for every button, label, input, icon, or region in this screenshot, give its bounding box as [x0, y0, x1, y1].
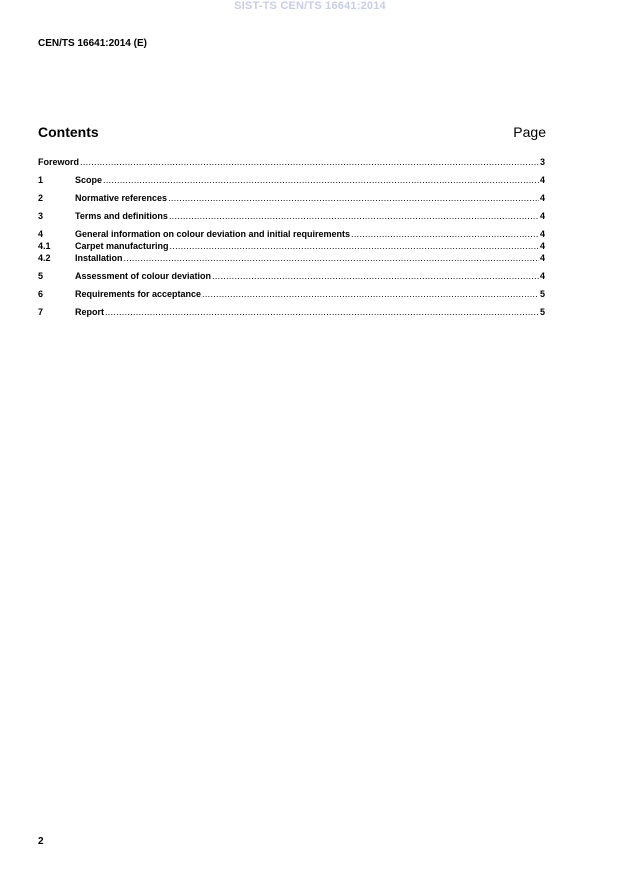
document-id-header: CEN/TS 16641:2014 (E): [38, 38, 147, 49]
toc-entry-report[interactable]: [38, 306, 545, 318]
toc-dot-leader: [80, 156, 539, 168]
toc-entry-page: 3: [539, 157, 545, 167]
toc-entry-foreword[interactable]: [38, 156, 545, 168]
toc-entry-terms-and-definitions[interactable]: [38, 210, 545, 222]
toc-entry-number: 5: [38, 271, 44, 281]
toc-entry-page: 4: [539, 229, 545, 239]
toc-entry-title: Carpet manufacturing: [75, 241, 169, 251]
toc-entry-number: 2: [38, 193, 44, 203]
toc-entry-title: Report: [75, 307, 104, 317]
table-of-contents: [38, 156, 545, 318]
toc-entry-title: Scope: [75, 175, 103, 185]
toc-entry-number: 3: [38, 211, 44, 221]
toc-entry-assessment-of-colour-deviation[interactable]: [38, 270, 545, 282]
toc-dot-leader: [202, 288, 539, 300]
watermark: SIST-TS CEN/TS 16641:2014: [234, 0, 386, 12]
toc-entry-title: Installation: [75, 253, 123, 263]
toc-entry-page: 4: [539, 241, 545, 251]
toc-entry-page: 4: [539, 193, 545, 203]
toc-entry-normative-references[interactable]: [38, 192, 545, 204]
toc-entry-page: 4: [539, 253, 545, 263]
toc-entry-title: Foreword: [38, 157, 80, 167]
toc-entry-page: 4: [539, 271, 545, 281]
toc-entry-general-information[interactable]: [38, 228, 545, 240]
toc-entry-page: 4: [539, 211, 545, 221]
toc-dot-leader: [351, 228, 539, 240]
toc-entry-scope[interactable]: [38, 174, 545, 186]
toc-entry-requirements-for-acceptance[interactable]: [38, 288, 545, 300]
toc-entry-title: Normative references: [75, 193, 168, 203]
toc-entry-title: General information on colour deviation and initial requirements: [75, 229, 351, 239]
toc-entry-number: 6: [38, 289, 44, 299]
page-column-heading: Page: [513, 124, 546, 140]
toc-dot-leader: [168, 192, 539, 204]
toc-entry-page: 5: [539, 289, 545, 299]
toc-dot-leader: [103, 174, 539, 186]
toc-dot-leader: [124, 252, 539, 264]
toc-entry-number: 1: [38, 175, 44, 185]
page-number: 2: [38, 836, 44, 847]
toc-entry-number: 7: [38, 307, 44, 317]
toc-entry-number: 4: [38, 229, 44, 239]
toc-entry-title: Terms and definitions: [75, 211, 168, 221]
toc-dot-leader: [170, 240, 539, 252]
toc-dot-leader: [105, 306, 539, 318]
contents-heading: Contents: [38, 124, 99, 140]
toc-entry-title: Assessment of colour deviation: [75, 271, 212, 281]
toc-entry-number: 4.1: [38, 241, 51, 251]
toc-entry-carpet-manufacturing[interactable]: [38, 240, 545, 252]
toc-entry-title: Requirements for acceptance: [75, 289, 202, 299]
toc-dot-leader: [169, 210, 539, 222]
toc-entry-number: 4.2: [38, 253, 51, 263]
toc-entry-page: 5: [539, 307, 545, 317]
toc-dot-leader: [212, 270, 539, 282]
toc-entry-installation[interactable]: [38, 252, 545, 264]
toc-entry-page: 4: [539, 175, 545, 185]
